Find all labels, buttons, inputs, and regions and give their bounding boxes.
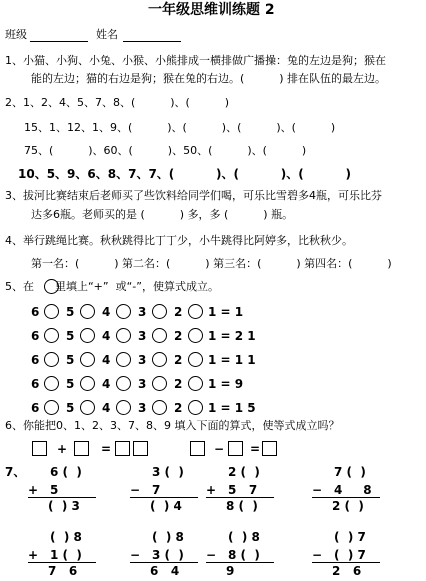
operator-circle[interactable] [44,400,59,415]
q2-row3: 75、( )、60、( )、50、( )、( ) [24,144,307,157]
q6-instruction: 6、你能把0、1、2、3、7、8、9 填入下面的算式，使等式成立吗？ [5,419,340,432]
q2-row2: 15、1、12、1、9、( )、( )、( )、( ) [24,121,336,134]
equation-digit: 3 [138,401,147,415]
minus-sign: − [214,442,225,456]
q3-line1: 3、拔河比赛结束后老师买了些饮料给同学们喝，可乐比雪碧多4瓶，可乐比芬 [5,189,382,202]
operator-circle[interactable] [44,328,59,343]
q2-row1: 2、1、2、4、5、7、8、( )、( ) [5,96,230,109]
problem-top: ( ) 8 [228,530,260,544]
equation-digit: 6 [31,353,40,367]
problem-top: 2 ( ) [228,465,260,479]
equation-digit: 4 [102,353,111,367]
equation-digit: 5 [66,329,75,343]
problem-operator: + [28,483,39,497]
problem-operator: − [312,548,323,562]
problem-middle: 5 7 [228,483,258,497]
name-blank[interactable] [123,41,181,42]
problem-middle: 8 ( ) [228,548,260,562]
answer-box[interactable] [32,441,47,456]
equation-digit: 6 [31,329,40,343]
equation-digit: 3 [138,329,147,343]
equation-digit: 6 [31,305,40,319]
problem-bottom: 2 ( ) [332,499,364,513]
operator-circle[interactable] [188,328,203,343]
problem-middle: 3 ( ) [152,548,184,562]
equation-digit: 5 [66,305,75,319]
operator-circle[interactable] [152,400,167,415]
class-label: 班级 [5,28,27,41]
equation-digit: 2 [174,305,183,319]
problem-bottom: 8 ( ) [226,499,258,513]
problem-operator: − [130,548,141,562]
answer-box[interactable] [262,441,277,456]
equation-result: 1 = 1 1 [208,353,256,367]
operator-circle[interactable] [80,400,95,415]
operator-circle[interactable] [152,304,167,319]
equation-result: 1 = 9 [208,377,244,391]
equation-result: 1 = 2 1 [208,329,256,343]
operator-circle[interactable] [188,400,203,415]
operator-circle[interactable] [80,328,95,343]
operator-circle[interactable] [116,400,131,415]
plus-sign: + [57,442,68,456]
problem-operator: − [206,548,217,562]
problem-top: ( ) 8 [50,530,82,544]
operator-circle[interactable] [188,352,203,367]
operator-circle[interactable] [80,352,95,367]
equation-digit: 3 [138,305,147,319]
answer-box[interactable] [133,441,148,456]
operator-circle[interactable] [116,304,131,319]
problem-top: ( ) 8 [152,530,184,544]
problem-middle: 1 ( ) [50,548,82,562]
operator-circle[interactable] [44,376,59,391]
equation-digit: 4 [102,377,111,391]
q2-row4: 10、5、9、6、8、7、7、( )、( )、( ) [18,167,352,181]
problem-middle: 7 [152,483,161,497]
q4-line1: 4、举行跳绳比赛。秋秋跳得比丁丁少，小牛跳得比阿婷多，比秋秋少。 [5,234,353,247]
q5-instruction: 5、在 里填上“+” 或“-”，使算式成立。 [5,280,219,293]
problem-bottom: ( ) 3 [48,499,80,513]
problem-middle: ( ) 7 [334,548,366,562]
problem-line [130,562,198,563]
problem-operator: + [206,483,217,497]
problem-operator: + [28,548,39,562]
operator-circle[interactable] [188,376,203,391]
equation-digit: 2 [174,329,183,343]
problem-top: 7 ( ) [334,465,366,479]
equation-digit: 2 [174,353,183,367]
problem-operator: − [130,483,141,497]
operator-circle[interactable] [152,352,167,367]
operator-circle[interactable] [152,376,167,391]
page-title: 一年级思维训练题 2 [148,2,275,18]
equation-digit: 5 [66,353,75,367]
operator-circle[interactable] [188,304,203,319]
problem-line [28,497,96,498]
q7-label: 7、 [5,465,26,479]
operator-circle[interactable] [80,376,95,391]
operator-circle[interactable] [116,352,131,367]
q1-line2: 能的左边；猫的右边是狗；猴在兔的右边。( ) 排在队伍的最左边。 [31,72,387,85]
equation-digit: 6 [31,377,40,391]
equation-digit: 2 [174,401,183,415]
problem-operator: − [312,483,323,497]
answer-box[interactable] [228,441,243,456]
answer-box[interactable] [115,441,130,456]
equation-result: 1 = 1 [208,305,244,319]
answer-box[interactable] [190,441,205,456]
equation-digit: 3 [138,377,147,391]
blank-circle-example [44,279,59,294]
operator-circle[interactable] [152,328,167,343]
operator-circle[interactable] [116,328,131,343]
equation-digit: 6 [31,401,40,415]
operator-circle[interactable] [116,376,131,391]
equation-result: 1 = 1 5 [208,401,256,415]
problem-line [312,562,380,563]
operator-circle[interactable] [44,352,59,367]
q4-line2: 第一名：( ) 第二名：( ) 第三名：( ) 第四名：( ) [31,257,392,270]
equals-sign: = [101,442,112,456]
problem-top: 6 ( ) [50,465,82,479]
q3-line2: 达多6瓶。老师买的是 ( ) 多，多 ( ) 瓶。 [31,208,294,221]
name-label: 姓名 [96,28,118,41]
equation-digit: 4 [102,401,111,415]
equation-digit: 4 [102,305,111,319]
problem-line [130,497,198,498]
equation-digit: 5 [66,401,75,415]
equation-digit: 3 [138,353,147,367]
equals-sign: = [250,442,261,456]
problem-middle: 5 [50,483,59,497]
operator-circle[interactable] [44,304,59,319]
answer-box[interactable] [74,441,89,456]
problem-bottom: 7 6 [48,564,78,578]
equation-digit: 2 [174,377,183,391]
problem-line [312,497,380,498]
problem-bottom: ( ) 4 [150,499,182,513]
equation-digit: 4 [102,329,111,343]
problem-line [28,562,96,563]
operator-circle[interactable] [80,304,95,319]
problem-top: 3 ( ) [152,465,184,479]
problem-line [206,497,274,498]
problem-middle: 4 8 [334,483,372,497]
problem-bottom: 6 4 [150,564,180,578]
q1-line1: 1、小猫、小狗、小兔、小猴、小熊排成一横排做广播操：兔的左边是狗；猴在 [5,54,386,67]
problem-top: ( ) 7 [334,530,366,544]
problem-bottom: 2 6 [332,564,362,578]
class-blank[interactable] [30,41,88,42]
problem-bottom: 9 [226,564,235,578]
equation-digit: 5 [66,377,75,391]
problem-line [206,562,274,563]
